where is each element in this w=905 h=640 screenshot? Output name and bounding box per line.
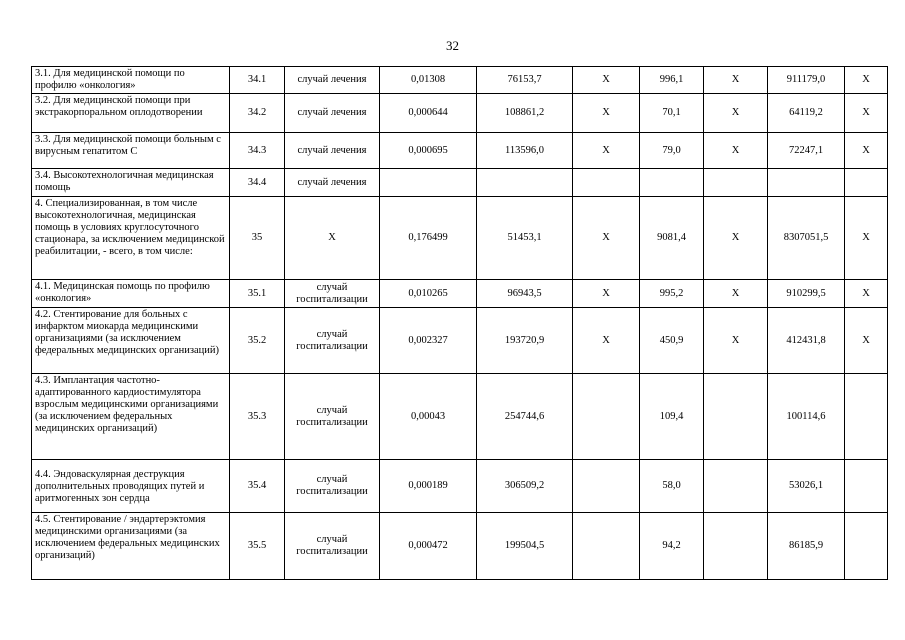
row-code: 34.3 <box>230 133 285 169</box>
row-col9: 72247,1 <box>768 133 845 169</box>
row-unit: случай госпитализации <box>285 374 380 460</box>
row-col7: 996,1 <box>640 67 704 94</box>
row-norm: 0,002327 <box>380 308 477 374</box>
row-col9: 910299,5 <box>768 280 845 308</box>
row-unit: случай лечения <box>285 67 380 94</box>
row-col9: 86185,9 <box>768 513 845 580</box>
row-unit: случай лечения <box>285 169 380 197</box>
table-row <box>32 280 888 308</box>
table-row <box>32 308 888 374</box>
row-col6: X <box>573 280 640 308</box>
row-code: 35.1 <box>230 280 285 308</box>
row-description: 3.1. Для медицинской помощи по профилю «онкология» <box>32 67 230 94</box>
row-code: 35.4 <box>230 460 285 513</box>
row-col6 <box>573 513 640 580</box>
row-description: 4.3. Имплантация частотно-адаптированного кардиостимулятора взрослым медицинскими организациями (за исключением федеральных медицинских организаций) <box>32 374 230 460</box>
row-unit: случай госпитализации <box>285 308 380 374</box>
row-col10: X <box>845 133 888 169</box>
row-cost: 51453,1 <box>477 197 573 280</box>
row-col6 <box>573 460 640 513</box>
row-col7: 450,9 <box>640 308 704 374</box>
row-col7 <box>640 169 704 197</box>
table-row <box>32 169 888 197</box>
row-norm: 0,176499 <box>380 197 477 280</box>
row-col9 <box>768 169 845 197</box>
row-col10: X <box>845 67 888 94</box>
row-col6: X <box>573 133 640 169</box>
row-norm: 0,000695 <box>380 133 477 169</box>
row-description: 4.4. Эндоваскулярная деструкция дополнительных проводящих путей и аритмогенных зон сердца <box>32 460 230 513</box>
row-col10: X <box>845 94 888 133</box>
row-col10 <box>845 460 888 513</box>
row-cost: 113596,0 <box>477 133 573 169</box>
row-code: 34.2 <box>230 94 285 133</box>
row-col7: 94,2 <box>640 513 704 580</box>
row-col9: 53026,1 <box>768 460 845 513</box>
row-col8 <box>704 460 768 513</box>
row-col10: X <box>845 308 888 374</box>
row-unit: случай госпитализации <box>285 513 380 580</box>
row-description: 4.2. Стентирование для больных с инфарктом миокарда медицинскими организациями (за исключением федеральных медицинских организаций) <box>32 308 230 374</box>
row-norm: 0,00043 <box>380 374 477 460</box>
row-description: 3.4. Высокотехнологичная медицинская помощь <box>32 169 230 197</box>
row-col8 <box>704 513 768 580</box>
row-col10 <box>845 169 888 197</box>
row-cost: 306509,2 <box>477 460 573 513</box>
row-cost: 193720,9 <box>477 308 573 374</box>
tariff-table <box>31 66 888 580</box>
row-code: 34.1 <box>230 67 285 94</box>
row-description: 3.3. Для медицинской помощи больным с вирусным гепатитом С <box>32 133 230 169</box>
row-description: 4.5. Стентирование / эндартерэктомия медицинскими организациями (за исключением федеральных медицинских организаций) <box>32 513 230 580</box>
table-row <box>32 133 888 169</box>
row-col8: X <box>704 197 768 280</box>
row-col7: 58,0 <box>640 460 704 513</box>
row-col7: 70,1 <box>640 94 704 133</box>
row-col9: 911179,0 <box>768 67 845 94</box>
row-code: 35.5 <box>230 513 285 580</box>
row-col8: X <box>704 308 768 374</box>
row-col8: X <box>704 280 768 308</box>
row-col6 <box>573 169 640 197</box>
row-col8 <box>704 374 768 460</box>
row-col6: X <box>573 67 640 94</box>
row-col8: X <box>704 94 768 133</box>
row-norm: 0,000472 <box>380 513 477 580</box>
table-row <box>32 460 888 513</box>
row-col7: 995,2 <box>640 280 704 308</box>
row-code: 35 <box>230 197 285 280</box>
row-unit: X <box>285 197 380 280</box>
table-row <box>32 67 888 94</box>
row-col10 <box>845 513 888 580</box>
row-cost: 76153,7 <box>477 67 573 94</box>
row-col7: 9081,4 <box>640 197 704 280</box>
row-col10 <box>845 374 888 460</box>
row-norm <box>380 169 477 197</box>
row-description: 4.1. Медицинская помощь по профилю «онкология» <box>32 280 230 308</box>
row-cost: 254744,6 <box>477 374 573 460</box>
row-col6: X <box>573 94 640 133</box>
row-code: 34.4 <box>230 169 285 197</box>
row-col10: X <box>845 197 888 280</box>
row-col7: 109,4 <box>640 374 704 460</box>
row-cost <box>477 169 573 197</box>
row-col6 <box>573 374 640 460</box>
row-col6: X <box>573 308 640 374</box>
row-cost: 96943,5 <box>477 280 573 308</box>
row-col10: X <box>845 280 888 308</box>
row-col9: 100114,6 <box>768 374 845 460</box>
row-unit: случай лечения <box>285 94 380 133</box>
row-cost: 108861,2 <box>477 94 573 133</box>
page-number: 32 <box>446 38 459 53</box>
row-norm: 0,000189 <box>380 460 477 513</box>
row-col8: X <box>704 67 768 94</box>
row-code: 35.2 <box>230 308 285 374</box>
row-col8: X <box>704 133 768 169</box>
row-unit: случай лечения <box>285 133 380 169</box>
row-norm: 0,01308 <box>380 67 477 94</box>
row-norm: 0,010265 <box>380 280 477 308</box>
row-cost: 199504,5 <box>477 513 573 580</box>
row-col9: 8307051,5 <box>768 197 845 280</box>
row-col8 <box>704 169 768 197</box>
row-col9: 64119,2 <box>768 94 845 133</box>
table-row <box>32 197 888 280</box>
row-description: 3.2. Для медицинской помощи при экстракорпоральном оплодотворении <box>32 94 230 133</box>
table-row <box>32 513 888 580</box>
row-col9: 412431,8 <box>768 308 845 374</box>
table-row <box>32 94 888 133</box>
table-row <box>32 374 888 460</box>
row-col6: X <box>573 197 640 280</box>
row-description: 4. Специализированная, в том числе высокотехнологичная, медицинская помощь в условиях круглосуточного стационара, за исключением медицинской реабилитации, - всего, в том числе: <box>32 197 230 280</box>
row-col7: 79,0 <box>640 133 704 169</box>
row-unit: случай госпитализации <box>285 460 380 513</box>
row-norm: 0,000644 <box>380 94 477 133</box>
row-unit: случай госпитализации <box>285 280 380 308</box>
row-code: 35.3 <box>230 374 285 460</box>
